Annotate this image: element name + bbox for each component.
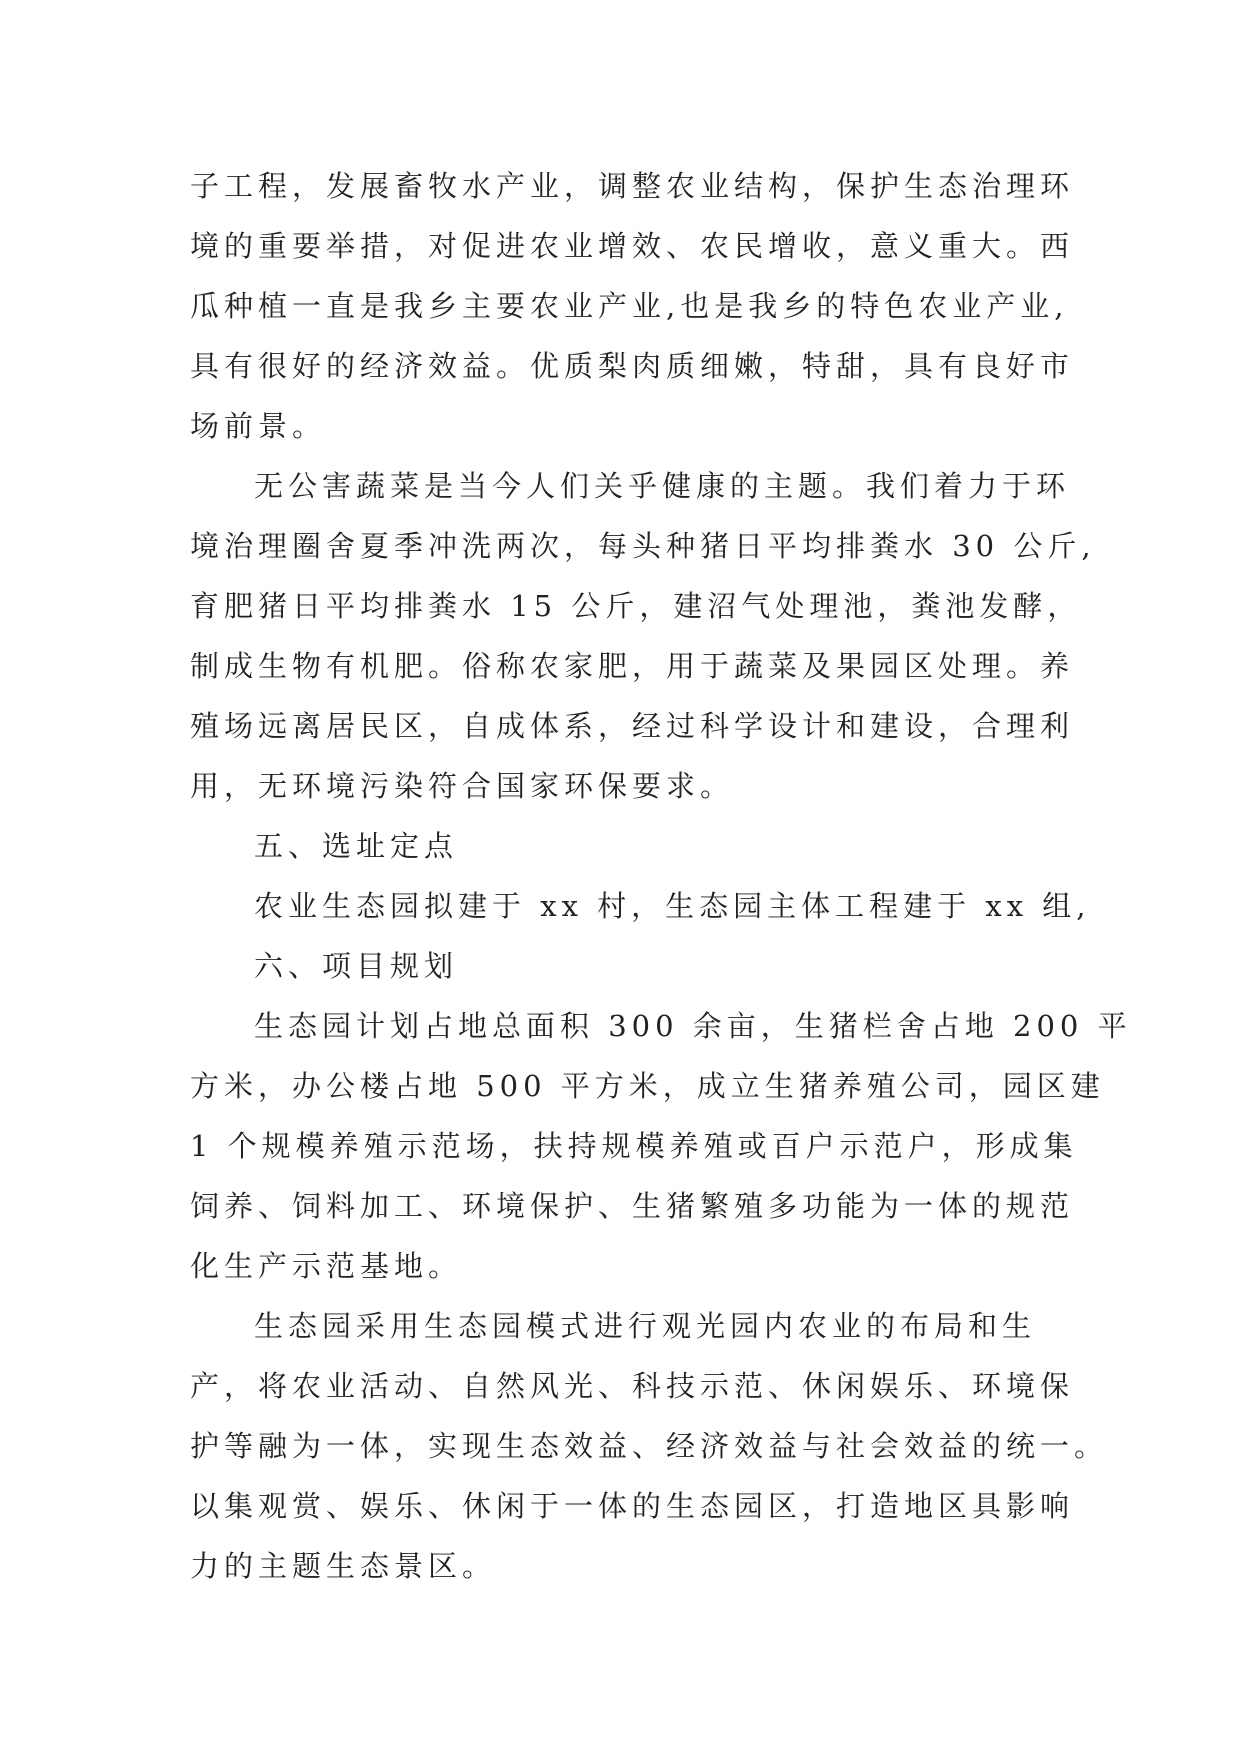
text-line-1: 子工程，发展畜牧水产业，调整农业结构，保护生态治理环: [190, 169, 1075, 203]
text-line-20: 生态园采用生态园模式进行观光园内农业的布局和生: [254, 1309, 1037, 1343]
text-line-7: 境治理圈舍夏季冲洗两次，每头种猪日平均排粪水 30 公斤,: [190, 529, 1096, 563]
text-line-23: 以集观赏、娱乐、休闲于一体的生态园区，打造地区具影响: [190, 1489, 1075, 1523]
text-line-19: 化生产示范基地。: [190, 1249, 463, 1283]
text-line-18: 饲养、饲料加工、环境保护、生猪繁殖多功能为一体的规范: [190, 1189, 1075, 1223]
text-line-13: 农业生态园拟建于 xx 村，生态园主体工程建于 xx 组,: [254, 889, 1091, 923]
text-line-10: 殖场远离居民区，自成体系，经过科学设计和建设，合理利: [190, 709, 1075, 743]
document-body: [190, 156, 1132, 1596]
text-line-8: 育肥猪日平均排粪水 15 公斤，建沼气处理池，粪池发酵，: [190, 589, 1082, 623]
text-line-17: 1 个规模养殖示范场，扶持规模养殖或百户示范户，形成集: [190, 1129, 1078, 1163]
text-line-15: 生态园计划占地总面积 300 余亩，生猪栏舍占地 200 平: [254, 1009, 1132, 1043]
text-line-6: 无公害蔬菜是当今人们关乎健康的主题。我们着力于环: [254, 469, 1071, 503]
section-heading-6: 六、项目规划: [254, 949, 459, 983]
text-line-4: 具有很好的经济效益。优质梨肉质细嫩，特甜，具有良好市: [190, 349, 1075, 383]
text-line-5: 场前景。: [190, 409, 327, 443]
text-line-22: 护等融为一体，实现生态效益、经济效益与社会效益的统一。: [190, 1429, 1109, 1463]
text-line-9: 制成生物有机肥。俗称农家肥，用于蔬菜及果园区处理。养: [190, 649, 1075, 683]
text-line-24: 力的主题生态景区。: [190, 1549, 497, 1583]
text-line-2: 境的重要举措，对促进农业增效、农民增收，意义重大。西: [190, 229, 1075, 263]
text-line-3: 瓜种植一直是我乡主要农业产业,也是我乡的特色农业产业,: [190, 289, 1069, 323]
text-line-16: 方米，办公楼占地 500 平方米，成立生猪养殖公司，园区建: [190, 1069, 1105, 1103]
text-line-11: 用，无环境污染符合国家环保要求。: [190, 769, 735, 803]
section-heading-5: 五、选址定点: [254, 829, 459, 863]
text-line-21: 产，将农业活动、自然风光、科技示范、休闲娱乐、环境保: [190, 1369, 1075, 1403]
